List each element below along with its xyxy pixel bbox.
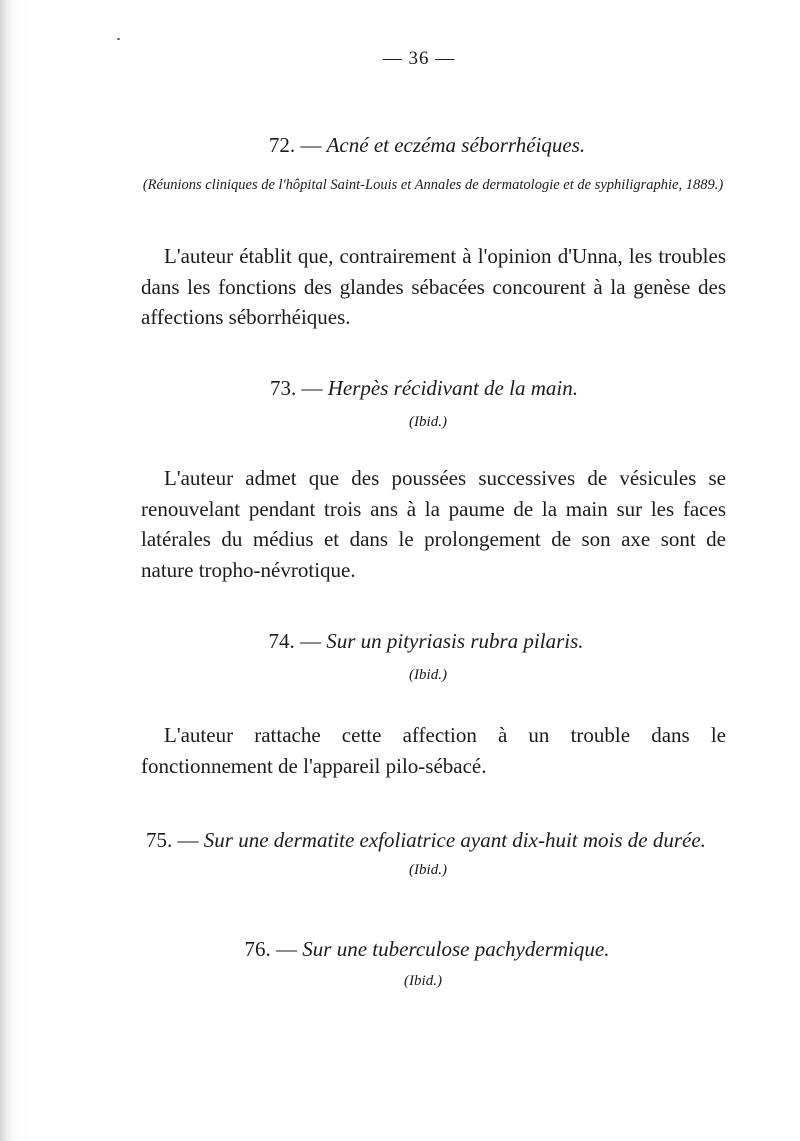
section-73-source: (Ibid.) — [409, 414, 447, 430]
scan-speck — [117, 38, 120, 40]
section-72-source: (Réunions cliniques de l'hôpital Saint-Louis et Annales de dermatologie et de syphiligraphie, 1889.) — [142, 177, 724, 193]
section-title: Sur une dermatite exfoliatrice ayant dix-huit mois de durée. — [203, 828, 706, 852]
section-dash: — — [299, 629, 321, 653]
section-number: 72. — [268, 133, 296, 157]
section-number: 74. — [268, 629, 295, 653]
section-73-body: L'auteur admet que des poussées successives de vésicules se renouvelant pendant trois ans à la paume de la main sur les faces latérales du médius et dans le prolongement de son axe sont de nature tropho-névrotique. — [141, 466, 726, 582]
section-75-source: (Ibid.) — [409, 862, 447, 878]
section-75-heading — [0, 828, 800, 853]
section-76-heading — [0, 937, 800, 962]
section-title: Sur un pityriasis rubra pilaris. — [326, 629, 584, 653]
section-dash: — — [301, 376, 323, 400]
section-number: 75. — [146, 828, 173, 852]
section-73-heading — [0, 376, 800, 401]
section-72-body: L'auteur établit que, contrairement à l'opinion d'Unna, les troubles dans les fonctions des glandes sébacées concourent à la genèse des affections séborrhéiques. — [141, 244, 726, 329]
section-dash: — — [276, 937, 298, 961]
section-74-heading — [0, 629, 800, 654]
section-number: 76. — [244, 937, 271, 961]
section-72-heading — [0, 133, 800, 158]
section-number: 73. — [270, 376, 297, 400]
section-dash: — — [177, 828, 199, 852]
section-74-body: L'auteur rattache cette affection à un trouble dans le fonctionnement de l'appareil pilo-sébacé. — [141, 723, 726, 778]
section-dash: — — [300, 133, 322, 157]
section-title: Sur une tuberculose pachydermique. — [302, 937, 610, 961]
section-title: Acné et eczéma séborrhéiques. — [326, 133, 586, 157]
section-76-source: (Ibid.) — [404, 973, 442, 989]
page-number: — 36 — — [382, 48, 456, 69]
section-title: Herpès récidivant de la main. — [327, 376, 578, 400]
section-74-source: (Ibid.) — [409, 667, 447, 683]
